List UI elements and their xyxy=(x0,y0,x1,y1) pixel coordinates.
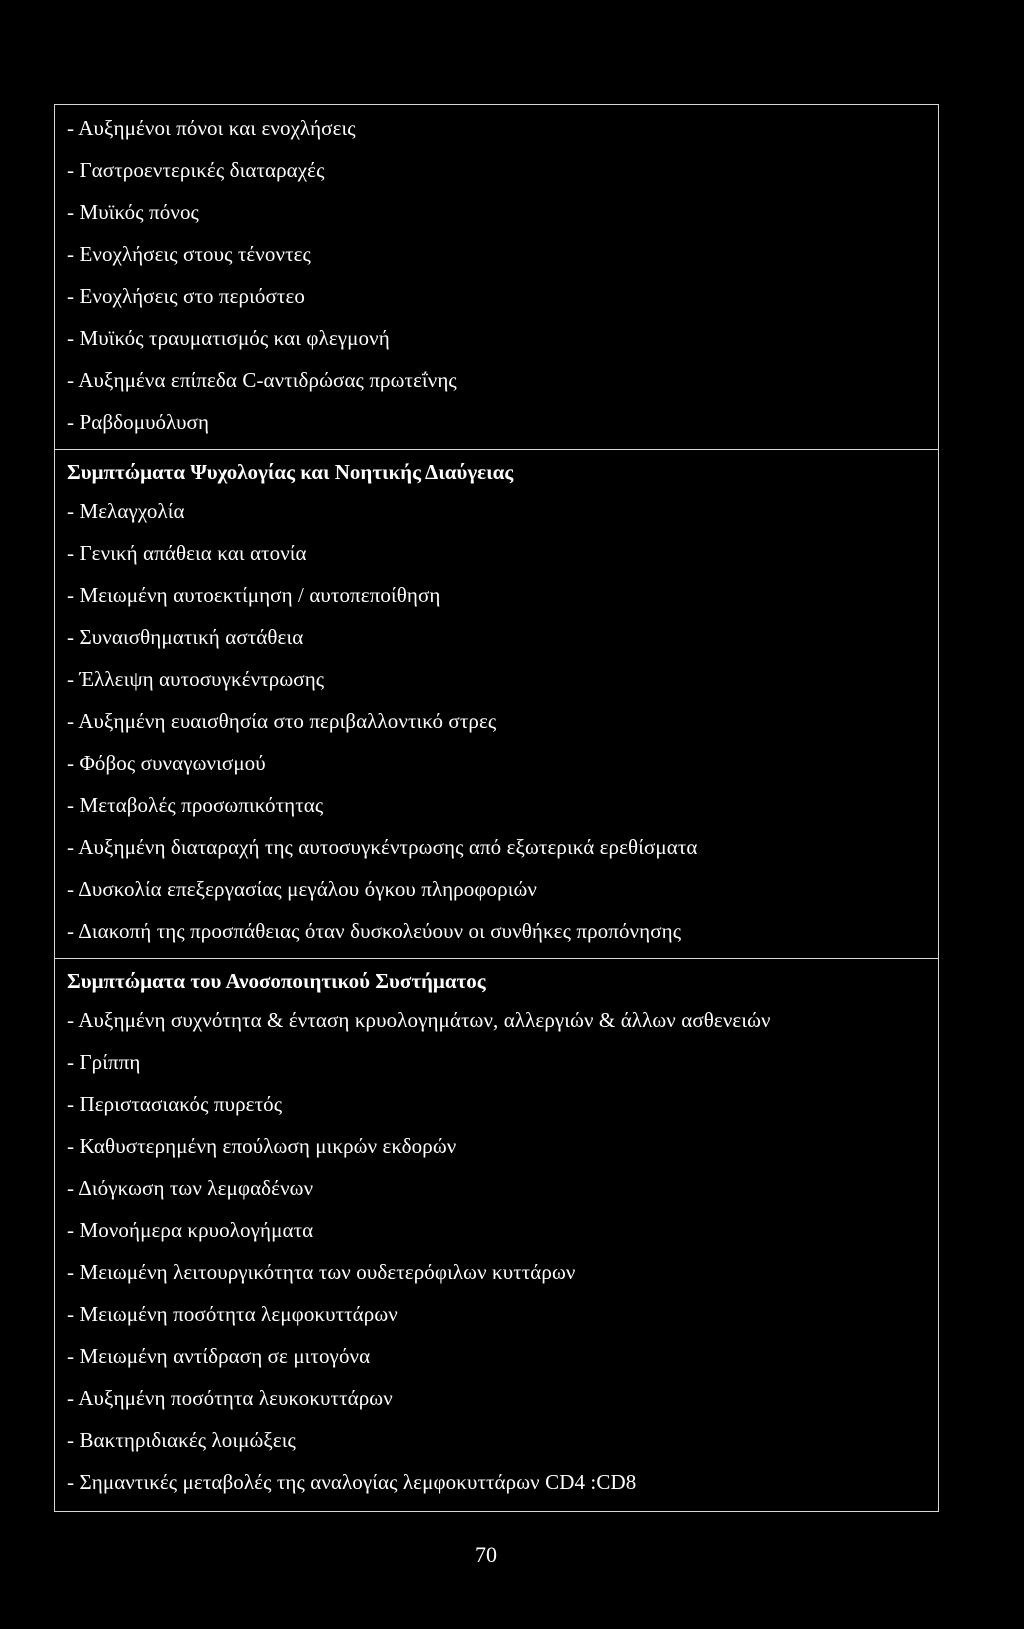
list-item: - Μυϊκός τραυματισμός και φλεγμονή xyxy=(67,326,390,350)
section-immune-symptoms xyxy=(55,958,938,1511)
page-number: 70 xyxy=(475,1542,497,1567)
list-item: - Γενική απάθεια και ατονία xyxy=(67,541,307,565)
list-item: - Φόβος συναγωνισμού xyxy=(67,751,266,775)
list-item: - Μειωμένη αντίδραση σε μιτογόνα xyxy=(67,1344,371,1368)
list-item: - Βακτηριδιακές λοιμώξεις xyxy=(67,1428,296,1452)
list-item: - Ενοχλήσεις στο περιόστεο xyxy=(67,284,305,308)
list-item: - Μονοήμερα κρυολογήματα xyxy=(67,1218,314,1242)
list-item: - Μειωμένη ποσότητα λεμφοκυττάρων xyxy=(67,1302,398,1326)
list-item: - Μελαγχολία xyxy=(67,499,185,523)
section-psychology-symptoms xyxy=(55,449,938,958)
list-item: - Αυξημένη διαταραχή της αυτοσυγκέντρωσης από εξωτερικά ερεθίσματα xyxy=(67,835,698,859)
list-item: - Μυϊκός πόνος xyxy=(67,200,199,224)
section-heading: Συμπτώματα του Ανοσοποιητικού Συστήματος xyxy=(67,969,486,993)
section-heading: Συμπτώματα Ψυχολογίας και Νοητικής Διαύγειας xyxy=(67,460,514,484)
list-item: - Διόγκωση των λεμφαδένων xyxy=(67,1176,314,1200)
list-item: - Αυξημένη ευαισθησία στο περιβαλλοντικό στρες xyxy=(67,709,497,733)
list-item: - Περιστασιακός πυρετός xyxy=(67,1092,283,1116)
list-item: - Γαστροεντερικές διαταραχές xyxy=(67,158,325,182)
section-physical-symptoms xyxy=(55,105,938,449)
list-item: - Αυξημένα επίπεδα C-αντιδρώσας πρωτεΐνης xyxy=(67,368,457,392)
list-item: - Μειωμένη αυτοεκτίμηση / αυτοπεποίθηση xyxy=(67,583,441,607)
list-item: - Διακοπή της προσπάθειας όταν δυσκολεύουν οι συνθήκες προπόνησης xyxy=(67,919,682,943)
list-item: - Καθυστερημένη επούλωση μικρών εκδορών xyxy=(67,1134,457,1158)
list-item: - Μειωμένη λειτουργικότητα των ουδετερόφιλων κυττάρων xyxy=(67,1260,576,1284)
list-item: - Συναισθηματική αστάθεια xyxy=(67,625,304,649)
list-item: - Ενοχλήσεις στους τένοντες xyxy=(67,242,311,266)
list-item: - Αυξημένοι πόνοι και ενοχλήσεις xyxy=(67,116,356,140)
list-item: - Δυσκολία επεξεργασίας μεγάλου όγκου πληροφοριών xyxy=(67,877,537,901)
list-item: - Μεταβολές προσωπικότητας xyxy=(67,793,324,817)
list-item: - Αυξημένη ποσότητα λευκοκυττάρων xyxy=(67,1386,393,1410)
list-item: - Ραβδομυόλυση xyxy=(67,410,210,434)
list-item: - Σημαντικές μεταβολές της αναλογίας λεμφοκυττάρων CD4 :CD8 xyxy=(67,1470,637,1494)
list-item: - Αυξημένη συχνότητα & ένταση κρυολογημάτων, αλλεργιών & άλλων ασθενειών xyxy=(67,1008,771,1032)
list-item: - Γρίππη xyxy=(67,1050,141,1074)
symptoms-table xyxy=(54,104,939,1512)
list-item: - Έλλειψη αυτοσυγκέντρωσης xyxy=(67,667,325,691)
